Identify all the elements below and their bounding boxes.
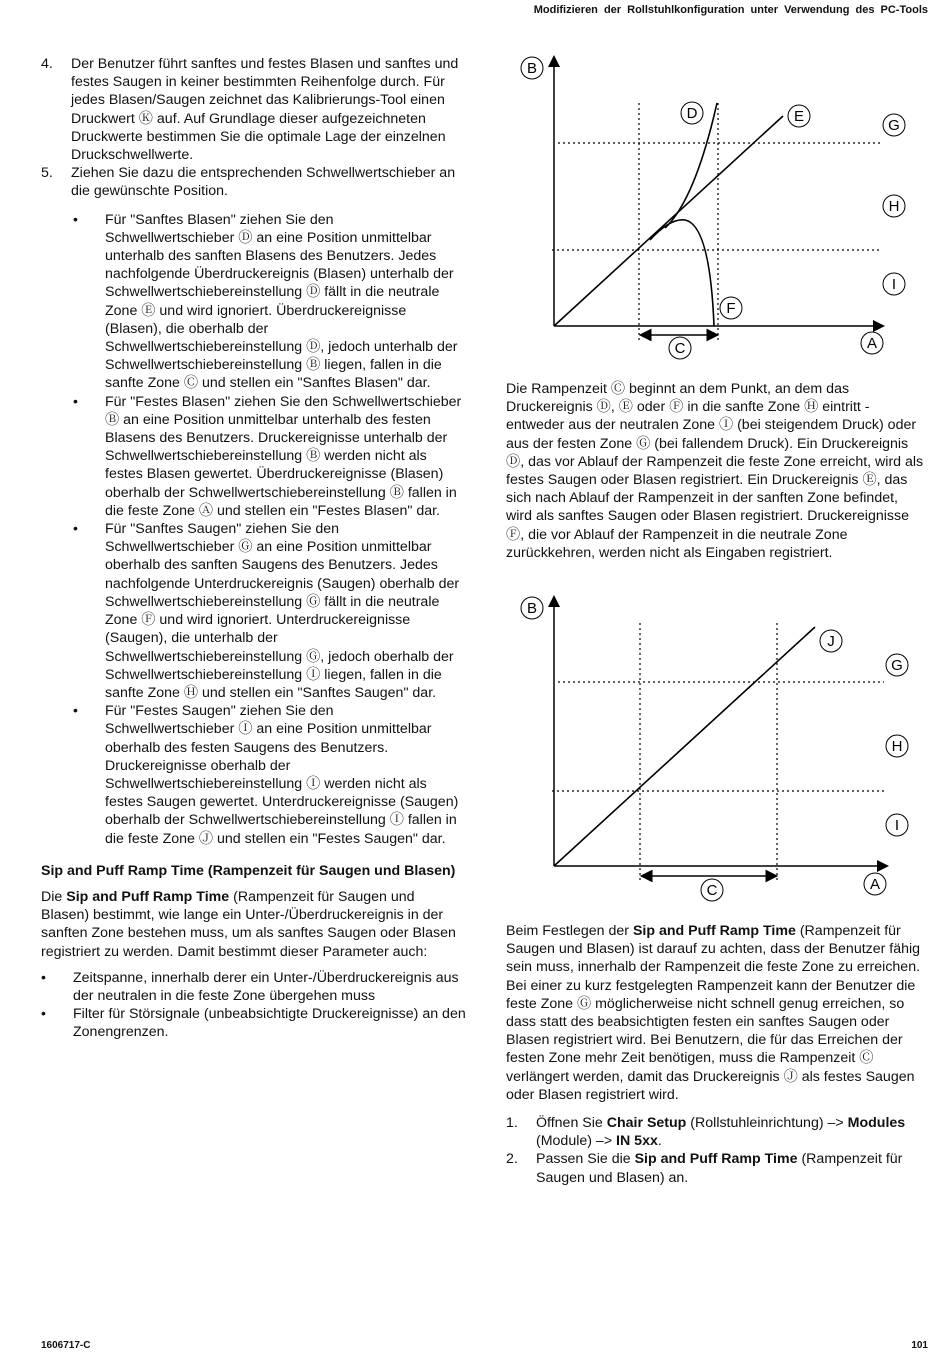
svg-text:J: J	[827, 633, 835, 650]
svg-text:H: H	[891, 738, 903, 755]
text: Die	[41, 888, 67, 905]
label-c-icon	[669, 337, 691, 359]
label-h-icon	[883, 195, 905, 217]
text: (Rampenzeit für Saugen und Blasen) ist darauf zu achten, dass der Benutzer fähig sein muss, innerhalb der Rampenzeit die feste Zone zu erreichen. Bei einer zu kurz festgelegten Rampenzeit kann der Benutzer die feste Zone Ⓖ möglicherweise nicht schnell genug erreichen, so dass statt des beabsichtigten festen ein sanftes Saugen oder Blasen registriert wird. Bei Benutzern, die für das Erreichen der festen Zone mehr Zeit benötigen, muss die Rampenzeit Ⓒ verlängert werden, damit das Druckereignis Ⓙ als festes Saugen oder Blasen registriert wird.	[506, 923, 921, 1103]
bullet-festes-blasen	[73, 393, 466, 520]
svg-text:C: C	[706, 882, 718, 899]
svg-text:G: G	[888, 117, 900, 134]
svg-text:H: H	[888, 198, 900, 215]
bullet-sanftes-blasen	[73, 211, 466, 393]
svg-text:D: D	[686, 105, 698, 122]
svg-text:I: I	[891, 276, 897, 293]
label-h-icon	[886, 735, 908, 757]
param-bullet	[41, 969, 466, 1005]
menu-chair-setup: Chair Setup	[606, 1115, 687, 1132]
page-header: Modifizieren der Rollstuhlkonfiguration unter Verwendung des PC-Tools	[533, 4, 928, 16]
bullet-marker: •	[73, 703, 78, 720]
menu-in5xx: IN 5xx	[616, 1133, 658, 1150]
step-text: Der Benutzer führt sanftes und festes Blasen und sanftes und festes Saugen in keiner bestimmten Reihenfolge durch. Für jedes Blasen/Saugen zeichnet das Kalibrierungs-Tool einen Druckwert Ⓚ auf. Auf Grundlage dieser aufgezeichneten Druckwerte bestimmen Sie die optimale Lage der einzelnen Druckschwellwerte.	[71, 56, 459, 164]
intro-paragraph	[41, 888, 466, 961]
text: Beim Festlegen der	[506, 923, 633, 939]
svg-text:I: I	[894, 817, 900, 834]
left-column	[41, 55, 466, 1042]
setting-paragraph	[506, 922, 926, 1104]
step-1	[506, 1114, 926, 1150]
text: (Rampenzeit für Saugen und Blasen) an.	[536, 1151, 903, 1186]
bullet-text: Für "Sanftes Saugen" ziehen Sie den Schwellwertschieber Ⓖ an eine Position unmittelbar oberhalb des sanften Saugens des Benutzers. Jedes nachfolgende Unterdruckereignis (Saugen) oberhalb der Schwellwertschiebereinstellung Ⓖ fällt in die neutrale Zone Ⓕ und wird ignoriert. Unterdruckereignisse (Saugen), die unterhalb der Schwellwertschiebereinstellung Ⓖ, jedoch oberhalb der Schwellwertschiebereinstellung Ⓘ liegen, fallen in die sanfte Zone Ⓗ und stellen ein "Sanftes Saugen" dar.	[105, 521, 460, 701]
param-bullet	[41, 1005, 466, 1041]
step-number: 5.	[41, 165, 53, 182]
bullet-marker: •	[73, 521, 78, 538]
svg-text:A: A	[869, 876, 881, 893]
step-5	[41, 164, 466, 200]
step-2	[506, 1150, 926, 1186]
text: Öffnen Sie	[536, 1115, 607, 1132]
svg-text:G: G	[891, 657, 903, 674]
bullet-text: Zeitspanne, innerhalb derer ein Unter-/Überdruckereignis aus der neutralen in die feste Zone übergehen muss	[73, 969, 459, 1004]
svg-text:A: A	[866, 335, 878, 352]
bullet-festes-saugen	[73, 702, 466, 848]
step-4	[41, 55, 466, 164]
bullet-marker: •	[41, 1006, 46, 1023]
parameter-bullets	[41, 969, 466, 1042]
bullet-text: Für "Sanftes Blasen" ziehen Sie den Schwellwertschieber Ⓓ an eine Position unmittelbar unterhalb des sanften Blasens des Benutzers. Jedes nachfolgende Überdruckereignis (Blasen) unterhalb der Schwellwertschiebereinstellung Ⓓ fällt in die neutrale Zone Ⓔ und wird ignoriert. Überdruckereignisse (Blasen), die oberhalb der Schwellwertschiebereinstellung Ⓓ, jedoch unterhalb der Schwellwertschiebereinstellung Ⓑ liegen, fallen in die sanfte Zone Ⓒ und stellen ein "Sanftes Blasen" dar.	[105, 211, 458, 392]
label-j-icon	[820, 630, 842, 652]
svg-text:B: B	[526, 600, 538, 617]
document-id: 1606717-C	[41, 1340, 91, 1351]
step-text	[536, 1114, 926, 1150]
bullet-marker: •	[73, 393, 78, 410]
svg-text:B: B	[526, 60, 538, 77]
menu-modules: Modules	[847, 1115, 906, 1132]
setup-steps	[506, 1114, 926, 1187]
ramp-diagram-1	[510, 50, 930, 370]
bullet-text: Für "Festes Blasen" ziehen Sie den Schwellwertschieber Ⓑ an eine Position unmittelbar unterhalb des festen Blasens des Benutzers. Druckereignisse unterhalb der Schwellwertschiebereinstellung Ⓑ werden nicht als festes Blasen gewertet. Überdruckereignisse (Blasen) oberhalb der Schwellwertschiebereinstellung Ⓑ fallen in die feste Zone Ⓐ und stellen ein "Festes Blasen" dar.	[105, 393, 462, 519]
svg-text:C: C	[674, 340, 686, 357]
text: (Rampenzeit für Saugen und Blasen) bestimmt, wie lange ein Unter-/Überdruckereignis in der sanften Zone bestehen muss, um als sanftes Saugen oder Blasen registriert zu werden. Damit bestimmt dieser Parameter auch:	[41, 888, 456, 960]
ramp-diagram-2	[510, 590, 930, 910]
ramp-description	[506, 380, 926, 570]
bullet-text: Filter für Störsignale (unbeabsichtigte Druckereignisse) an den Zonengrenzen.	[73, 1006, 466, 1041]
label-g-icon	[886, 654, 908, 676]
label-i-icon	[883, 273, 905, 295]
label-e-icon	[788, 105, 810, 127]
bullet-marker: •	[73, 211, 78, 228]
text: (Module) –>	[536, 1133, 617, 1150]
section-heading: Sip and Puff Ramp Time (Rampenzeit für Saugen und Blasen)	[41, 862, 456, 879]
step-text: Ziehen Sie dazu die entsprechenden Schwellwertschieber an die gewünschte Position.	[71, 165, 456, 200]
term: Sip and Puff Ramp Time	[634, 1151, 798, 1168]
threshold-bullets	[73, 211, 466, 848]
bullet-marker: •	[41, 969, 46, 986]
setting-description	[506, 922, 926, 1187]
step-number: 4.	[41, 56, 53, 72]
label-d-icon	[681, 102, 703, 124]
label-g-icon	[883, 114, 905, 136]
term: Sip and Puff Ramp Time	[632, 923, 796, 939]
text: (Rollstuhleinrichtung) –>	[686, 1115, 848, 1132]
svg-text:E: E	[793, 108, 805, 125]
label-i-icon	[886, 814, 908, 836]
page-number: 101	[911, 1340, 928, 1351]
bullet-sanftes-saugen	[73, 520, 466, 702]
term: Sip and Puff Ramp Time	[66, 888, 230, 905]
bullet-text: Für "Festes Saugen" ziehen Sie den Schwellwertschieber Ⓘ an eine Position unmittelbar oberhalb des festen Saugens des Benutzers. Druckereignisse oberhalb der Schwellwertschiebereinstellung Ⓘ werden nicht als festes Saugen gewertet. Unterdruckereignisse (Saugen) oberhalb der Schwellwertschiebereinstellung Ⓘ fallen in die feste Zone Ⓙ und stellen ein "Festes Saugen" dar.	[105, 703, 459, 847]
svg-text:F: F	[726, 300, 736, 317]
text: .	[657, 1133, 662, 1150]
label-a-icon	[864, 873, 886, 895]
step-number: 2.	[506, 1151, 518, 1168]
calibration-steps	[41, 55, 466, 201]
label-b-icon	[521, 597, 543, 619]
ramp-paragraph: Die Rampenzeit Ⓒ beginnt an dem Punkt, an dem das Druckereignis Ⓓ, Ⓔ oder Ⓕ in die sanfte Zone Ⓗ eintritt - entweder aus der neutralen Zone Ⓘ (bei steigendem Druck) oder aus der festen Zone Ⓖ (bei fallendem Druck). Ein Druckereignis Ⓓ, das vor Ablauf der Rampenzeit die feste Zone erreicht, wird als festes Saugen oder Blasen registriert. Ein Druckereignis Ⓔ, das sich nach Ablauf der Rampenzeit in der sanften Zone befindet, wird als sanftes Saugen oder Blasen registriert. Druckereignisse Ⓕ, die vor Ablauf der Rampenzeit in die neutrale Zone zurückkehren, werden nicht als Eingaben registriert.	[506, 381, 924, 561]
label-a-icon	[861, 332, 883, 354]
label-b-icon	[521, 57, 543, 79]
label-f-icon	[720, 297, 742, 319]
text: Passen Sie die	[536, 1151, 635, 1168]
step-number: 1.	[506, 1115, 518, 1132]
step-text	[536, 1150, 926, 1186]
label-c-icon	[701, 879, 723, 901]
